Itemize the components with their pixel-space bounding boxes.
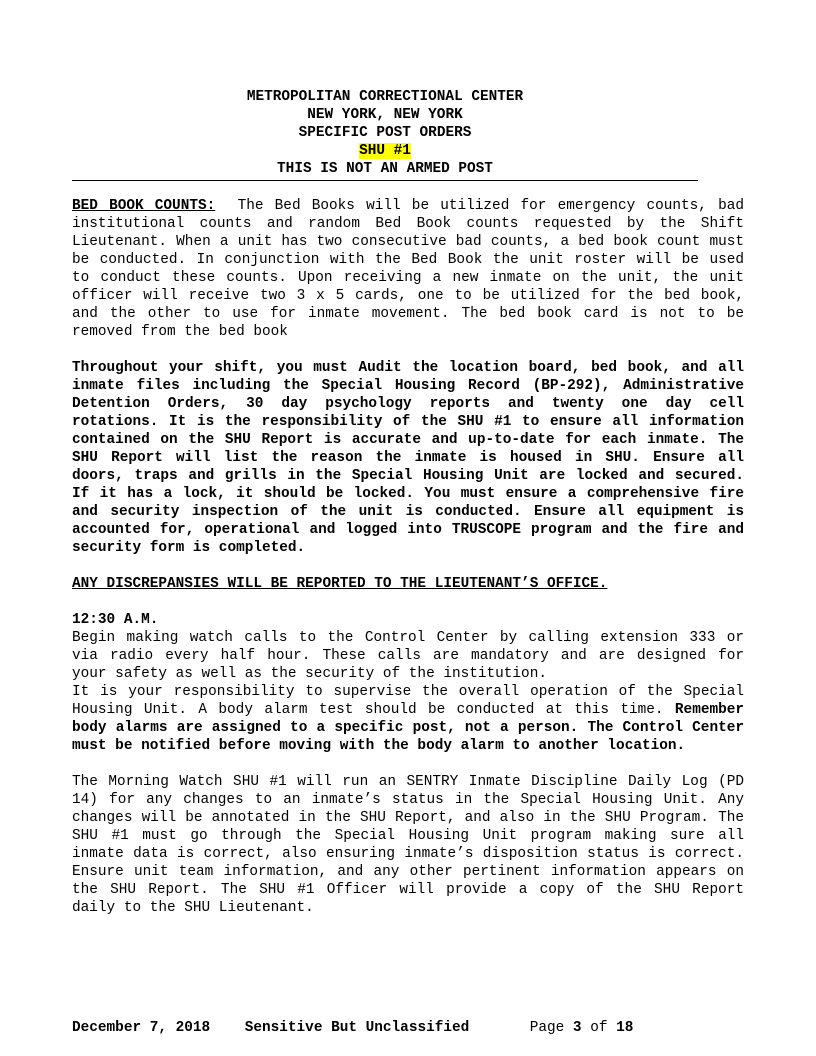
document-page	[72, 88, 744, 917]
footer-of-word: of	[590, 1020, 608, 1036]
discrepancies-notice: ANY DISCREPANSIES WILL BE REPORTED TO THE LIEUTENANT’S OFFICE.	[72, 576, 608, 592]
header-armed-status: THIS IS NOT AN ARMED POST	[277, 161, 493, 177]
footer-page-current: 3	[572, 1020, 582, 1036]
bed-book-counts-text: The Bed Books will be utilized for emergency counts, bad institutional counts and random Bed Book counts requested by the Shift Lieutenant. When a unit has two consecutive bad counts, a bed book count must be conducted. In conjunction with the Bed Book the unit roster will be used to conduct these counts. Upon receiving a new inmate on the unit, the unit officer will receive two 3 x 5 cards, one to be utilized for the bed book, and the other to use for inmate movement. The bed book card is not to be removed from the bed book	[72, 198, 744, 340]
watch-calls-paragraph: Begin making watch calls to the Control Center by calling extension 333 or via radio every half hour. These calls are mandatory and are designed for your safety as well as the security of the institution.	[72, 630, 744, 682]
header-title: SPECIFIC POST ORDERS	[298, 125, 472, 141]
body-alarm-text: It is your responsibility to supervise the overall operation of the Special Housing Unit. A body alarm test should be conducted at this time.	[72, 684, 744, 718]
footer-date: December 7, 2018	[72, 1020, 211, 1036]
morning-watch-paragraph: The Morning Watch SHU #1 will run an SENTRY Inmate Discipline Daily Log (PD 14) for any changes to an inmate’s status in the Special Housing Unit. Any changes will be annotated in the SHU Report, and also in the SHU Program. The SHU #1 must go through the Special Housing Unit program making sure all inmate data is correct, also ensuring inmate’s disposition status is correct. Ensure unit team information, and any other pertinent information appears on the SHU Report. The SHU #1 Officer will provide a copy of the SHU Report daily to the SHU Lieutenant.	[72, 774, 744, 916]
body-alarm-paragraph	[72, 683, 744, 755]
footer-classification: Sensitive But Unclassified	[244, 1020, 470, 1036]
time-heading-1230: 12:30 A.M.	[72, 612, 159, 628]
bed-book-counts-paragraph	[72, 197, 744, 341]
header-location: NEW YORK, NEW YORK	[307, 107, 463, 123]
body-alarm-reminder: Remember body alarms are assigned to a specific post, not a person. The Control Center must be notified before moving with the body alarm to another location.	[72, 702, 745, 754]
bed-book-counts-label: BED BOOK COUNTS:	[72, 198, 216, 214]
footer-page-total: 18	[616, 1020, 634, 1036]
document-header	[72, 88, 698, 178]
footer-page-word: Page	[529, 1020, 565, 1036]
page-footer	[72, 1019, 772, 1037]
header-post-name: SHU #1	[359, 143, 411, 159]
header-institution: METROPOLITAN CORRECTIONAL CENTER	[246, 89, 524, 105]
audit-paragraph: Throughout your shift, you must Audit the location board, bed book, and all inmate files including the Special Housing Record (BP-292), Administrative Detention Orders, 30 day psychology reports and twenty one day cell rotations. It is the responsibility of the SHU #1 to ensure all information contained on the SHU Report is accurate and up-to-date for each inmate. The SHU Report will list the reason the inmate is housed in SHU. Ensure all doors, traps and grills in the Special Housing Unit are locked and secured. If it has a lock, it should be locked. You must ensure a comprehensive fire and security inspection of the unit is conducted. Ensure all equipment is accounted for, operational and logged into TRUSCOPE program and the fire and security form is completed.	[72, 360, 744, 556]
